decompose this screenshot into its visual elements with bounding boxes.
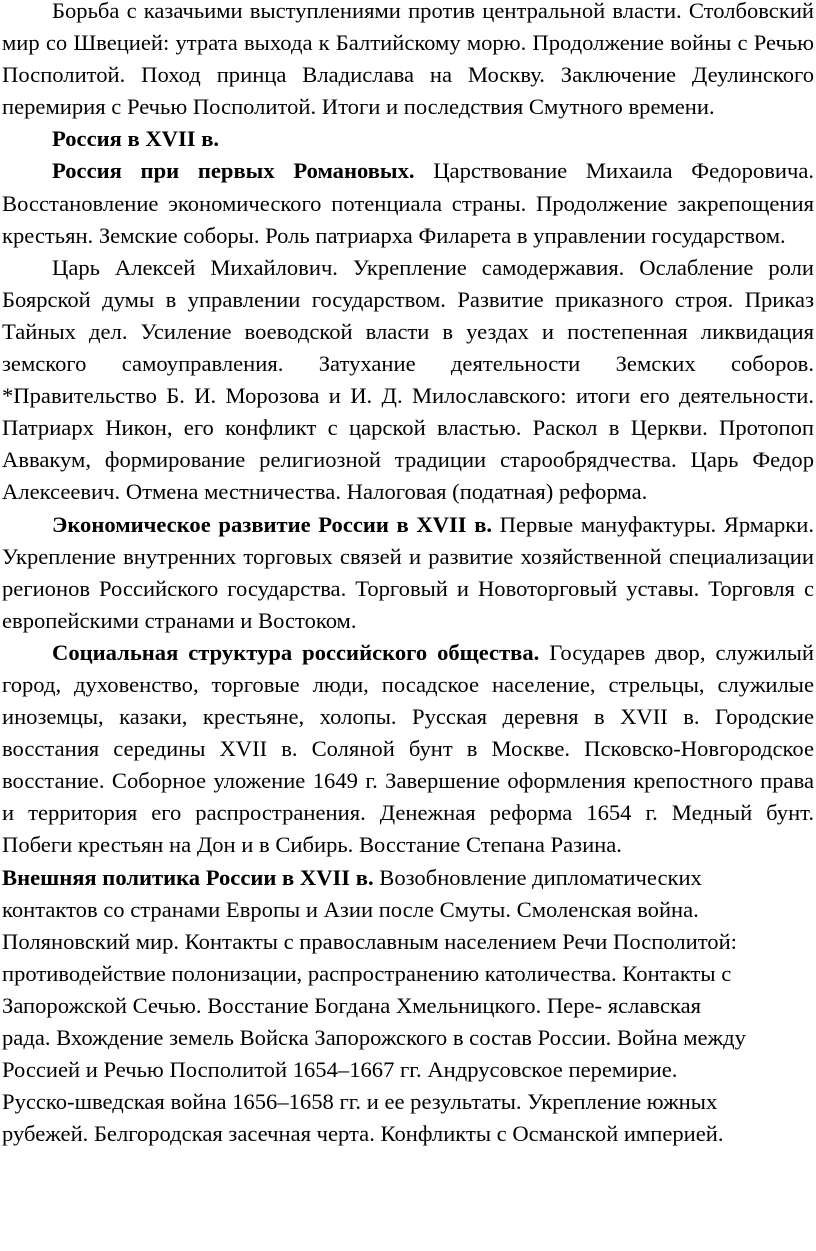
paragraph-text-economic-development: Первые мануфактуры. Ярмарки. Укрепление внутренних торговых связей и развитие хозяйственной специализации регионов Российского государства. Торговый и Новоторговый уставы. Торговля с европейскими странами и Востоком. [2,511,814,633]
paragraph-smuta-outcome: Борьба с казачьими выступлениями против центральной власти. Столбовский мир со Швецией: утрата выхода к Балтийскому морю. Продолжение войны с Речью Посполитой. Поход принца Владислава на Москву. Заключение Деулинского перемирия с Речью Посполитой. Итоги и последствия Смутного времени. [2,0,814,120]
text-line: Русско-шведская война 1656–1658 гг. и ее результаты. Укрепление южных [2,1089,718,1115]
text-line: рубежей. Белгородская засечная черта. Конфликты с Османской империей. [2,1121,724,1147]
paragraph-economic-development [2,509,814,637]
paragraph-foreign-policy [2,862,814,1151]
text-line: Россией и Речью Посполитой 1654–1667 гг. Андрусовское перемирие. [2,1057,678,1083]
paragraph-heading-first-romanovs: Россия при первых Романовых. [52,158,415,184]
text-line-segment: Возобновление дипломатических [373,864,702,890]
paragraph-aleksey-mikhailovich: Царь Алексей Михайлович. Укрепление самодержавия. Ослабление роли Боярской думы в управлении государством. Развитие приказного строя. Приказ Тайных дел. Усиление воеводской власти в уездах и постепенная ликвидация земского самоуправления. Затухание деятельности Земских соборов. *Правительство Б. И. Морозова и И. Д. Милославского: итоги его деятельности. Патриарх Никон, его конфликт с царской властью. Раскол в Церкви. Протопоп Аввакум, формирование религиозной традиции старообрядчества. Царь Федор Алексеевич. Отмена местничества. Налоговая (податная) реформа. [2,254,814,505]
text-line: Запорожской Сечью. Восстание Богдана Хмельницкого. Пере- яславская [2,992,702,1018]
text-line: противодействие полонизации, распространению католичества. Контакты с [2,960,732,986]
text-line [2,862,814,894]
paragraph-first-romanovs [2,155,814,251]
paragraph-social-structure [2,637,814,862]
paragraph-text-social-structure: Государев двор, служилый город, духовенство, торговые люди, посадское население, стрельцы, служилые иноземцы, казаки, крестьяне, холопы. Русская деревня в XVII в. Городские восстания середины XVII в. Соляной бунт в Москве. Псковско-Новгородское восстание. Соборное уложение 1649 г. Завершение оформления крепостного права и территория его распространения. Денежная реформа 1654 г. Медный бунт. Побеги крестьян на Дон и в Сибирь. Восстание Степана Разина. [2,639,814,858]
text-line: рада. Вхождение земель Войска Запорожского в состав России. Война между [2,1025,746,1050]
paragraph-heading-social-structure: Социальная структура российского общества. [52,639,540,665]
paragraph-heading-economic-development: Экономическое развитие России в XVII в. [52,511,493,537]
text-line: Поляновский мир. Контакты с православным населением Речи Посполитой: [2,928,737,954]
paragraph-text-first-romanovs: Царствование Михаила Федоровича. Восстановление экономического потенциала страны. Продолжение закрепощения крестьян. Земские соборы. Роль патриарха Филарета в управлении государством. [2,158,814,248]
paragraph-heading-foreign-policy: Внешняя политика России в XVII в. [2,864,374,890]
section-heading: Россия в XVII в. [52,126,220,152]
text-line: контактов со странами Европы и Азии после Смуты. Смоленская война. [2,896,699,922]
